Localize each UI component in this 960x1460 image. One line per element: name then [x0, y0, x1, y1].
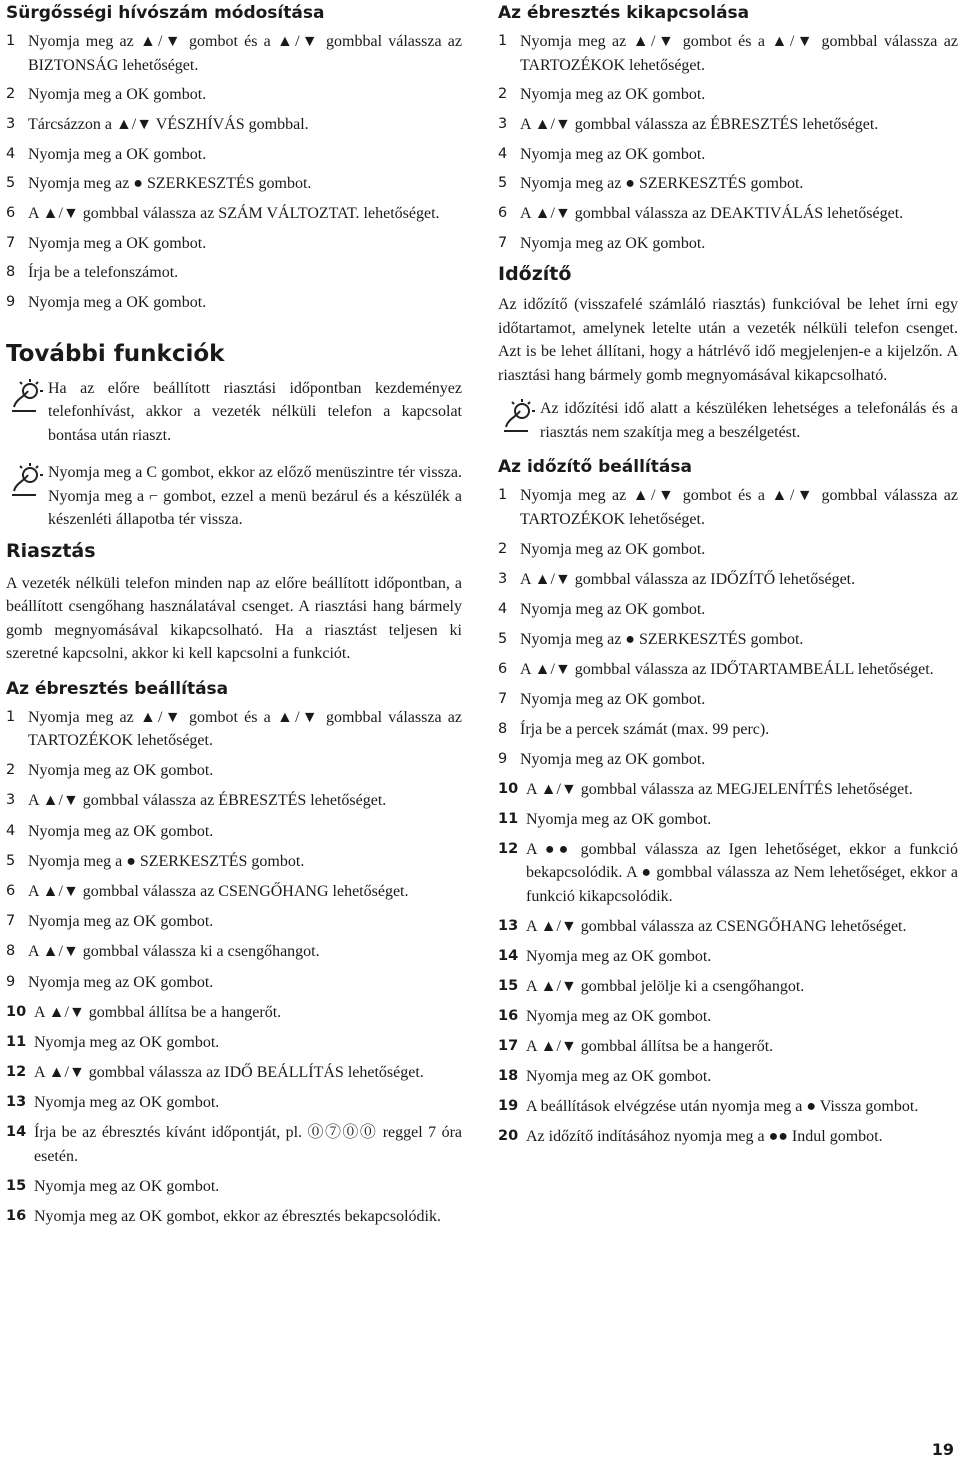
- step-item: [6, 1001, 462, 1025]
- step-text: Nyomja meg az ▲/▼ gombot és a ▲/▼ gombbal válassza az TARTOZÉKOK lehetőséget.: [520, 33, 958, 74]
- note-3: [498, 397, 958, 444]
- step-text: Nyomja meg a OK gombot.: [28, 86, 207, 104]
- step-item: [498, 748, 958, 772]
- step-number: 16: [498, 1007, 519, 1024]
- step-item: [6, 706, 462, 753]
- step-item: [6, 1031, 462, 1055]
- step-number: 2: [498, 86, 508, 103]
- step-item: [6, 1121, 462, 1168]
- step-item: [498, 915, 958, 939]
- step-item: [498, 718, 958, 742]
- step-item: [498, 30, 958, 77]
- step-number: 1: [6, 708, 16, 725]
- step-item: [498, 202, 958, 226]
- step-item: [6, 1175, 462, 1199]
- step-item: [498, 598, 958, 622]
- step-text: A ▲/▼ gombbal válassza az SZÁM VÁLTOZTAT. lehetőséget.: [28, 204, 440, 222]
- section-title-timer: Időzítő: [498, 263, 572, 286]
- step-text: Nyomja meg az OK gombot.: [28, 762, 214, 780]
- step-text: Nyomja meg a OK gombot.: [28, 294, 207, 311]
- left-column: [6, 0, 462, 1229]
- step-text: Nyomja meg az OK gombot, ekkor az ébresztés bekapcsolódik.: [34, 1208, 441, 1226]
- step-text: Nyomja meg az ▲/▼ gombot és a ▲/▼ gombbal válassza az TARTOZÉKOK lehetőséget.: [28, 708, 462, 749]
- step-item: [498, 484, 958, 531]
- step-item: [6, 759, 462, 783]
- note-2: [6, 461, 462, 532]
- step-number: 4: [6, 145, 16, 162]
- tip-icon: [498, 397, 540, 439]
- step-item: [498, 1125, 958, 1149]
- step-number: 9: [6, 294, 16, 310]
- step-number: 2: [498, 540, 508, 557]
- step-item: [6, 1205, 462, 1229]
- step-item: [498, 172, 958, 196]
- step-number: 3: [6, 115, 16, 132]
- step-number: 6: [6, 882, 16, 899]
- step-text: A ▲/▼ gombbal válassza az IDŐ BEÁLLÍTÁS lehetőséget.: [34, 1064, 424, 1082]
- step-number: 6: [498, 204, 508, 221]
- step-item: [6, 971, 462, 995]
- tip-icon: [6, 461, 48, 503]
- step-text: Nyomja meg az OK gombot.: [526, 810, 712, 828]
- step-item: [498, 945, 958, 969]
- step-text: A ▲/▼ gombbal válassza az MEGJELENÍTÉS lehetőséget.: [526, 780, 913, 798]
- step-number: 2: [6, 86, 16, 103]
- step-item: [6, 789, 462, 813]
- step-text: Nyomja meg az ▲/▼ gombot és a ▲/▼ gombbal válassza az TARTOZÉKOK lehetőséget.: [520, 487, 958, 528]
- step-text: A ▲/▼ gombbal válassza ki a csengőhangot.: [28, 943, 320, 961]
- step-number: 7: [6, 913, 16, 930]
- step-text: Nyomja meg az ▲/▼ gombot és a ▲/▼ gombbal válassza az BIZTONSÁG lehetőséget.: [28, 33, 462, 74]
- step-number: 3: [498, 115, 508, 132]
- step-item: [6, 83, 462, 107]
- step-item: [6, 232, 462, 256]
- step-number: 7: [498, 690, 508, 707]
- step-text: Az időzítő indításához nyomja meg a ●● Indul gombot.: [526, 1127, 883, 1145]
- step-number: 6: [498, 660, 508, 677]
- step-item: [6, 172, 462, 196]
- step-item: [6, 30, 462, 77]
- note-1-text: Ha az előre beállított riasztási időpontban kezdeményez telefonhívást, akkor a vezeték nélküli telefon a kapcsolat bontása után riaszt.: [48, 379, 462, 444]
- step-number: 14: [498, 947, 519, 964]
- section-title-alarm: Riasztás: [6, 539, 96, 562]
- note-1: [6, 377, 462, 448]
- step-text: Nyomja meg az OK gombot.: [520, 86, 706, 104]
- step-text: Nyomja meg az OK gombot.: [34, 1094, 220, 1112]
- step-number: 13: [498, 917, 519, 934]
- step-number: 1: [498, 487, 508, 504]
- step-text: Nyomja meg az OK gombot.: [28, 973, 214, 991]
- step-item: [498, 1005, 958, 1029]
- step-number: 4: [498, 600, 508, 617]
- step-text: A ▲/▼ gombbal válassza az CSENGŐHANG lehetőséget.: [526, 917, 907, 935]
- step-item: [498, 113, 958, 137]
- step-number: 8: [6, 264, 16, 281]
- page-number: 19: [931, 1440, 954, 1459]
- step-number: 12: [498, 840, 519, 857]
- step-number: 8: [6, 943, 16, 960]
- step-text: Írja be az ébresztés kívánt időpontját, pl. ⓪⑦⓪⓪ reggel 7 óra esetén.: [34, 1124, 462, 1165]
- step-text: Írja be a percek számát (max. 99 perc).: [520, 720, 770, 738]
- step-number: 16: [6, 1208, 27, 1225]
- tip-icon: [6, 377, 48, 419]
- steps-timer-setup: [498, 484, 958, 1148]
- step-number: 12: [6, 1064, 27, 1081]
- step-item: [6, 1091, 462, 1115]
- section-title-emergency: Sürgősségi hívószám módosítása: [6, 3, 325, 23]
- step-number: 17: [498, 1037, 519, 1054]
- step-item: [6, 291, 462, 315]
- section-title-more-functions: További funkciók: [6, 340, 225, 367]
- step-number: 5: [6, 852, 16, 869]
- step-item: [6, 113, 462, 137]
- step-number: 10: [6, 1003, 27, 1020]
- step-text: Nyomja meg az OK gombot.: [520, 690, 706, 708]
- step-number: 3: [498, 570, 508, 587]
- step-item: [6, 261, 462, 285]
- step-text: Nyomja meg az OK gombot.: [34, 1178, 220, 1196]
- step-number: 9: [6, 973, 16, 990]
- step-text: Nyomja meg az OK gombot.: [520, 750, 706, 768]
- step-text: Nyomja meg az OK gombot.: [520, 600, 706, 618]
- step-item: [498, 975, 958, 999]
- step-item: [6, 820, 462, 844]
- step-number: 11: [6, 1033, 27, 1050]
- step-item: [6, 1061, 462, 1085]
- step-item: [498, 1035, 958, 1059]
- step-text: Nyomja meg a OK gombot.: [28, 234, 207, 252]
- step-item: [6, 880, 462, 904]
- step-number: 4: [6, 822, 16, 839]
- step-text: A ▲/▼ gombbal állítsa be a hangerőt.: [526, 1037, 774, 1055]
- step-item: [498, 658, 958, 682]
- step-text: Nyomja meg az OK gombot.: [520, 540, 706, 558]
- step-item: [6, 143, 462, 167]
- right-column: [498, 0, 958, 1148]
- steps-emergency: [6, 30, 462, 315]
- step-number: 7: [498, 234, 508, 251]
- step-item: [498, 778, 958, 802]
- step-number: 10: [498, 780, 519, 797]
- step-number: 14: [6, 1124, 27, 1141]
- step-number: 4: [498, 145, 508, 162]
- step-number: 1: [6, 33, 16, 49]
- step-item: [498, 808, 958, 832]
- step-item: [498, 1095, 958, 1119]
- step-number: 20: [498, 1127, 519, 1144]
- step-text: A ▲/▼ gombbal válassza az IDŐTARTAMBEÁLL lehetőséget.: [520, 660, 934, 678]
- step-text: A beállítások elvégzése után nyomja meg a ● Vissza gombot.: [526, 1097, 919, 1115]
- step-text: Nyomja meg a ● SZERKESZTÉS gombot.: [28, 852, 305, 870]
- step-text: Nyomja meg az OK gombot.: [28, 913, 214, 931]
- step-number: 5: [498, 175, 508, 192]
- step-item: [498, 628, 958, 652]
- step-text: A ▲/▼ gombbal válassza az CSENGŐHANG lehetőséget.: [28, 882, 409, 900]
- step-text: Tárcsázzon a ▲/▼ VÉSZHÍVÁS gombbal.: [28, 115, 309, 133]
- step-number: 15: [6, 1178, 27, 1195]
- note-3-text: Az időzítési idő alatt a készüléken lehetséges a telefonálás és a riasztás nem szakítja meg a beszélgetést.: [540, 400, 958, 441]
- step-text: Nyomja meg az OK gombot.: [34, 1033, 220, 1051]
- step-number: 1: [498, 33, 508, 49]
- step-text: Nyomja meg az OK gombot.: [520, 234, 706, 252]
- step-item: [498, 143, 958, 167]
- step-number: 9: [498, 750, 508, 767]
- step-number: 15: [498, 977, 519, 994]
- step-number: 18: [498, 1067, 519, 1084]
- section-title-timer-setup: Az időzítő beállítása: [498, 457, 692, 478]
- step-number: 8: [498, 720, 508, 737]
- step-item: [498, 538, 958, 562]
- step-text: Nyomja meg az OK gombot.: [526, 1007, 712, 1025]
- step-text: Nyomja meg az OK gombot.: [28, 822, 214, 840]
- step-text: A ▲/▼ gombbal válassza az ÉBRESZTÉS lehetőséget.: [520, 115, 879, 133]
- step-item: [498, 568, 958, 592]
- step-text: A ▲/▼ gombbal állítsa be a hangerőt.: [34, 1003, 282, 1021]
- steps-alarm-setup: [6, 706, 462, 1229]
- step-text: Nyomja meg az OK gombot.: [520, 145, 706, 163]
- step-item: [6, 940, 462, 964]
- alarm-paragraph: A vezeték nélküli telefon minden nap az előre beállított időpontban, a beállított csengőhang használatával csenget. A riasztási hang bármely gomb megnyomásával kikapcsolható. Ha a riasztást teljesen ki szeretné kapcsolni, akkor ki kell kapcsolni a funkciót.: [6, 574, 462, 662]
- step-text: A ▲/▼ gombbal jelölje ki a csengőhangot.: [526, 977, 805, 995]
- step-text: Nyomja meg a OK gombot.: [28, 145, 207, 163]
- step-text: A ▲/▼ gombbal válassza az ÉBRESZTÉS lehetőséget.: [28, 792, 387, 810]
- step-item: [498, 1065, 958, 1089]
- step-item: [6, 910, 462, 934]
- step-item: [498, 838, 958, 909]
- steps-alarm-off: [498, 30, 958, 255]
- step-text: Nyomja meg az ● SZERKESZTÉS gombot.: [28, 175, 312, 193]
- note-2-text: Nyomja meg a C gombot, ekkor az előző menüszintre tér vissza. Nyomja meg a ⌐ gombot, ezzel a menü bezárul és a készülék a készenléti állapotba tér vissza.: [48, 464, 462, 528]
- step-text: Írja be a telefonszámot.: [28, 264, 179, 282]
- step-text: Nyomja meg az ● SZERKESZTÉS gombot.: [520, 630, 804, 648]
- step-number: 2: [6, 762, 16, 779]
- step-item: [498, 232, 958, 256]
- step-number: 19: [498, 1097, 519, 1114]
- section-title-alarm-setup: Az ébresztés beállítása: [6, 678, 229, 699]
- step-item: [498, 688, 958, 712]
- step-text: Nyomja meg az ● SZERKESZTÉS gombot.: [520, 175, 804, 193]
- step-number: 11: [498, 810, 519, 827]
- step-number: 6: [6, 204, 16, 221]
- step-item: [6, 202, 462, 226]
- step-number: 5: [498, 630, 508, 647]
- step-text: A ●● gombbal válassza az Igen lehetőséget, ekkor a funkció bekapcsolódik. A ● gombbal válassza az Nem lehetőséget, ekkor a funkció kikapcsolódik.: [526, 840, 958, 905]
- step-item: [6, 850, 462, 874]
- step-text: A ▲/▼ gombbal válassza az DEAKTIVÁLÁS lehetőséget.: [520, 204, 904, 222]
- step-number: 5: [6, 175, 16, 192]
- timer-paragraph: Az időzítő (visszafelé számláló riasztás) funkcióval be lehet írni egy időtartamot, amelynek letelte után a vezeték nélküli telefon csenget. Azt is be lehet állítani, hogy a hátrlévő idő megjelenjen-e a kijelzőn. A riasztási hang bármely gomb megnyomásával kikapcsolható.: [498, 296, 958, 384]
- section-title-alarm-off: Az ébresztés kikapcsolása: [498, 3, 750, 23]
- step-text: A ▲/▼ gombbal válassza az IDŐZÍTŐ lehetőséget.: [520, 570, 856, 588]
- step-text: Nyomja meg az OK gombot.: [526, 947, 712, 965]
- step-text: Nyomja meg az OK gombot.: [526, 1067, 712, 1085]
- step-number: 13: [6, 1094, 27, 1111]
- step-number: 7: [6, 234, 16, 251]
- step-item: [498, 83, 958, 107]
- step-number: 3: [6, 792, 16, 809]
